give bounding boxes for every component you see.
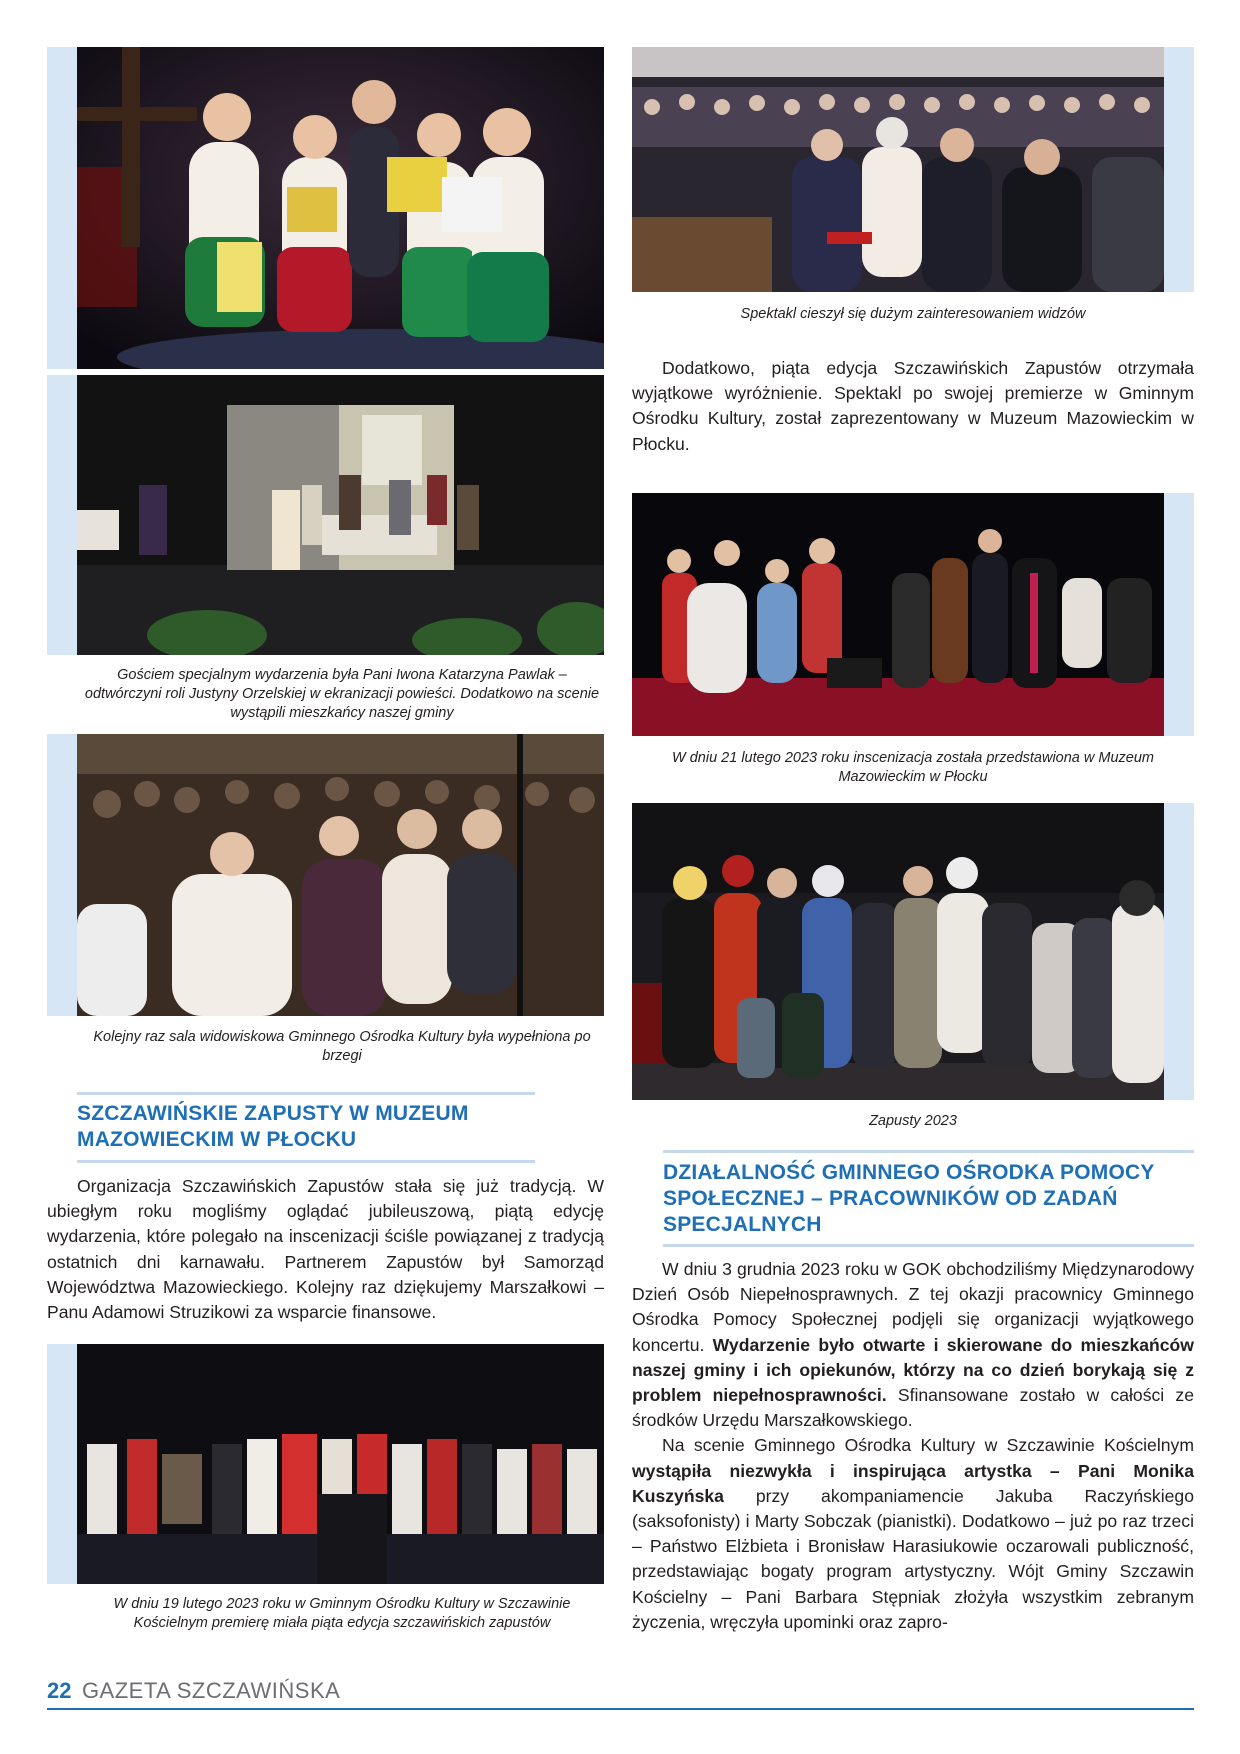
article-paragraph [632,356,1194,457]
photo-caption: W dniu 21 lutego 2023 roku inscenizacja została przedstawiona w Muzeum Mazowieckim w Płocku [672,750,1154,785]
text-run: przy akompaniamencie Jakuba Raczyńskiego (saksofonisty) i Marty Sobczak (pianistki). Dodatkowo – już po raz trzeci – Państwo Elżbieta i Bronisław Harasiukowie oczarowali publiczność, przedstawiając bogaty program artystyczny. Wójt Gminy Szczawin Kościelny – Pani Barbara Stępniak złożyła wszystkim zebranym życzenia, wręczyła upominki oraz zapro- [632,1485,1194,1632]
article-paragraph [47,1174,604,1325]
photo-full-audience [632,47,1164,292]
photo-caption: W dniu 19 lutego 2023 roku w Gminnym Ośrodku Kultury w Szczawinie Kościelnym premierę miała piąta edycja szczawińskich zapustów [113,1596,571,1631]
text-run-bold: Wydarzenie było otwarte i skierowane do mieszkańców naszej gminy i ich opiekunów, którzy na co dzień borykają się z problem niepełnosprawności. [632,1334,1194,1406]
text-run: Sfinansowane zostało w całości ze środków Urzędu Marszałkowskiego. [632,1385,1194,1431]
page-footer [47,1678,1194,1718]
heading-rule-bottom [663,1244,1194,1247]
photo-accent-bar [47,375,77,655]
paragraph-muzeum-distinction: Dodatkowo, piąta edycja Szczawińskich Zapustów otrzymała wyjątkowe wyróżnienie. Spektakl po swojej premierze w Gminnym Ośrodku Kultury, został zaprezentowany w Muzeum Mazowieckim w Płocku. [632,358,1194,454]
paragraph-concert [632,1433,1194,1635]
text-run: Na scenie Gminnego Ośrodka Kultury w Szczawinie Kościelnym [662,1435,1194,1456]
heading-rule-top [663,1150,1194,1153]
photo-caption: Gościem specjalnym wydarzenia była Pani Iwona Katarzyna Pawlak – odtwórczyni roli Justyny Orzelskiej w ekranizacji powieści. Dodatkowo na scenie wystąpili mieszkańcy naszej gminy [84,667,600,721]
text-run: W dniu 3 grudnia 2023 roku w GOK obchodziliśmy Międzynarodowy Dzień Osób Niepełnosprawnych. Z tej okazji pracownicy Gminnego Ośrodka Pomocy Społecznej podjęli się organizacji wyjątkowego koncertu. [632,1259,1194,1355]
photo-audience-hall [77,734,604,1016]
photo-caption: Kolejny raz sala widowiskowa Gminnego Ośrodka Kultury była wypełniona po brzegi [93,1029,591,1064]
photo-caption: Zapusty 2023 [869,1113,957,1129]
photo-stage-scene [77,375,604,655]
publication-title: GAZETA SZCZAWIŃSKA [81,1678,341,1703]
heading-rule-top [77,1092,535,1095]
text-run-bold: wystąpiła niezwykła i inspirująca artystka – Pani Monika Kuszyńska [632,1460,1194,1506]
heading-rule-bottom [77,1160,535,1163]
photo-caption: Spektakl cieszył się dużym zainteresowaniem widzów [740,306,1086,322]
article-text-block [632,1257,1194,1635]
photo-zapusty-group [632,803,1164,1100]
photo-accent-bar [1164,803,1194,1100]
footer-rule [47,1708,1194,1710]
section-heading: SZCZAWIŃSKIE ZAPUSTY W MUZEUM MAZOWIECKIM W PŁOCKU [77,1102,469,1151]
paragraph-zapusty-tradition: Organizacja Szczawińskich Zapustów stała się już tradycją. W ubiegłym roku mogliśmy oglądać jubileuszową, piątą edycję wydarzenia, które polegało na inscenizacji ściśle powiązanej z tradycją ostatnich dni karnawału. Partnerem Zapustów był Samorząd Województwa Mazowieckiego. Kolejny raz dziękujemy Marszałkowi – Panu Adamowi Struzikowi za wsparcie finansowe. [47,1176,604,1323]
photo-stage-finale [77,1344,604,1584]
paragraph-disability-day [632,1257,1194,1433]
photo-museum-performance [632,493,1164,736]
photo-accent-bar [47,1344,77,1584]
photo-folk-costume-girls [77,47,604,369]
photo-accent-bar [47,734,77,1016]
photo-accent-bar [1164,47,1194,292]
section-heading: DZIAŁALNOŚĆ GMINNEGO OŚRODKA POMOCY SPOŁECZNEJ – PRACOWNIKÓW OD ZADAŃ SPECJALNYCH [663,1161,1155,1236]
photo-accent-bar [1164,493,1194,736]
photo-accent-bar [47,47,77,369]
page-number: 22 [47,1678,72,1703]
